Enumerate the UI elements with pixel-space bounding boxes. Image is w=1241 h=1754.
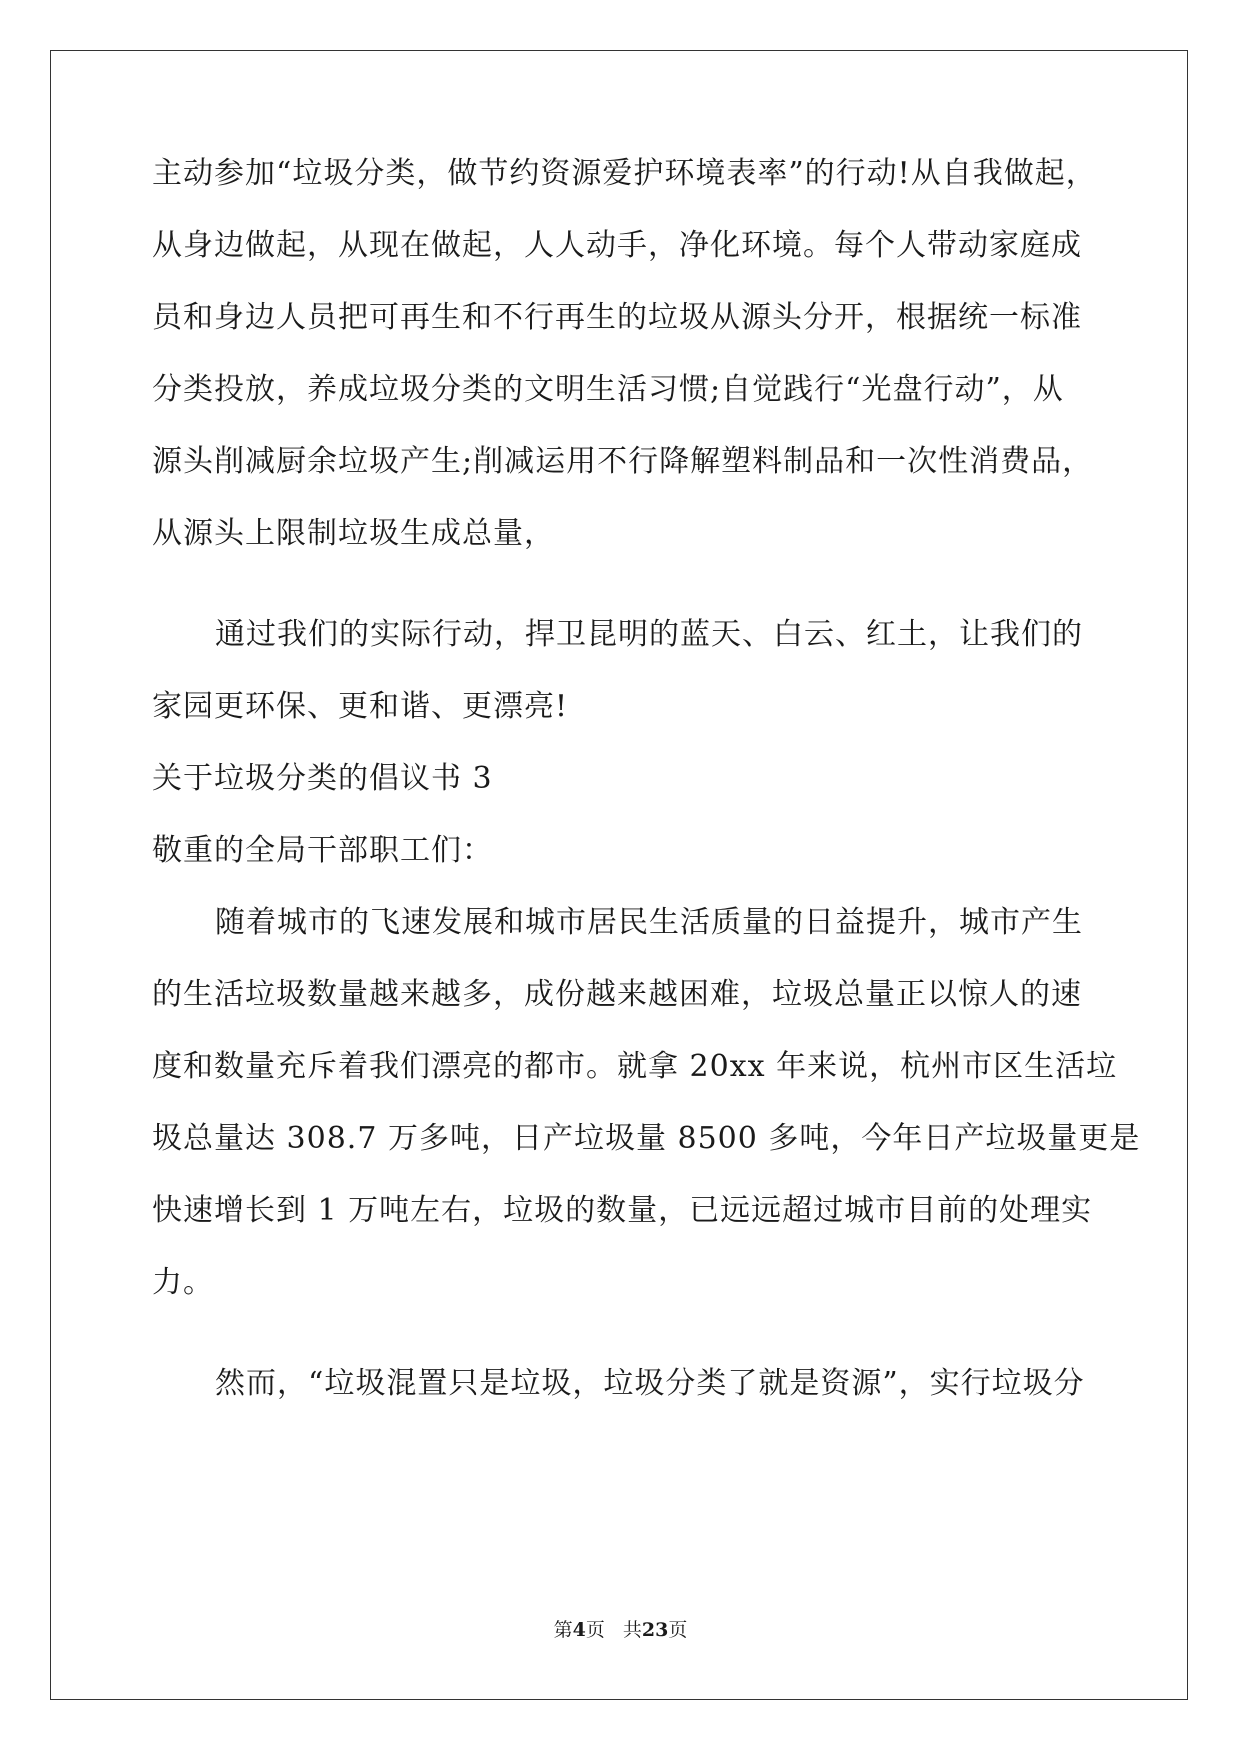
text-line: 力。 xyxy=(152,1265,214,1300)
page-footer xyxy=(0,1618,1241,1642)
paragraph-first-line: 然而，“垃圾混置只是垃圾，垃圾分类了就是资源”，实行垃圾分 xyxy=(215,1366,1085,1401)
text-line: 圾总量达 308.7 万多吨，日产垃圾量 8500 多吨，今年日产垃圾量更是 xyxy=(152,1121,1141,1156)
footer-total-prefix: 共 xyxy=(622,1619,642,1641)
text-line: 分类投放，养成垃圾分类的文明生活习惯;自觉践行“光盘行动”，从 xyxy=(152,372,1064,407)
footer-page-suffix: 页 xyxy=(585,1619,605,1641)
text-line: 从源头上限制垃圾生成总量， xyxy=(152,516,555,551)
footer-total-suffix: 页 xyxy=(668,1619,688,1641)
page-number: 4 xyxy=(572,1619,586,1641)
text-line: 员和身边人员把可再生和不行再生的垃圾从源头分开，根据统一标准 xyxy=(152,300,1082,335)
text-line: 源头削减厨余垃圾产生;削减运用不行降解塑料制品和一次性消费品， xyxy=(152,444,1094,479)
salutation: 敬重的全局干部职工们： xyxy=(152,833,493,868)
text-line: 度和数量充斥着我们漂亮的都市。就拿 20xx 年来说，杭州市区生活垃 xyxy=(152,1049,1118,1084)
paragraph-first-line: 随着城市的飞速发展和城市居民生活质量的日益提升，城市产生 xyxy=(215,905,1083,940)
text-line: 家园更环保、更和谐、更漂亮! xyxy=(152,689,569,724)
text-line: 主动参加“垃圾分类，做节约资源爱护环境表率”的行动!从自我做起， xyxy=(152,156,1097,191)
text-line: 从身边做起，从现在做起，人人动手，净化环境。每个人带动家庭成 xyxy=(152,228,1082,263)
footer-prefix: 第 xyxy=(553,1619,573,1641)
total-pages: 23 xyxy=(641,1619,669,1641)
section-heading: 关于垃圾分类的倡议书 3 xyxy=(152,761,493,796)
paragraph-first-line: 通过我们的实际行动，捍卫昆明的蓝天、白云、红土，让我们的 xyxy=(215,617,1083,652)
text-line: 快速增长到 1 万吨左右，垃圾的数量，已远远超过城市目前的处理实 xyxy=(152,1193,1093,1228)
text-line: 的生活垃圾数量越来越多，成份越来越困难，垃圾总量正以惊人的速 xyxy=(152,977,1082,1012)
